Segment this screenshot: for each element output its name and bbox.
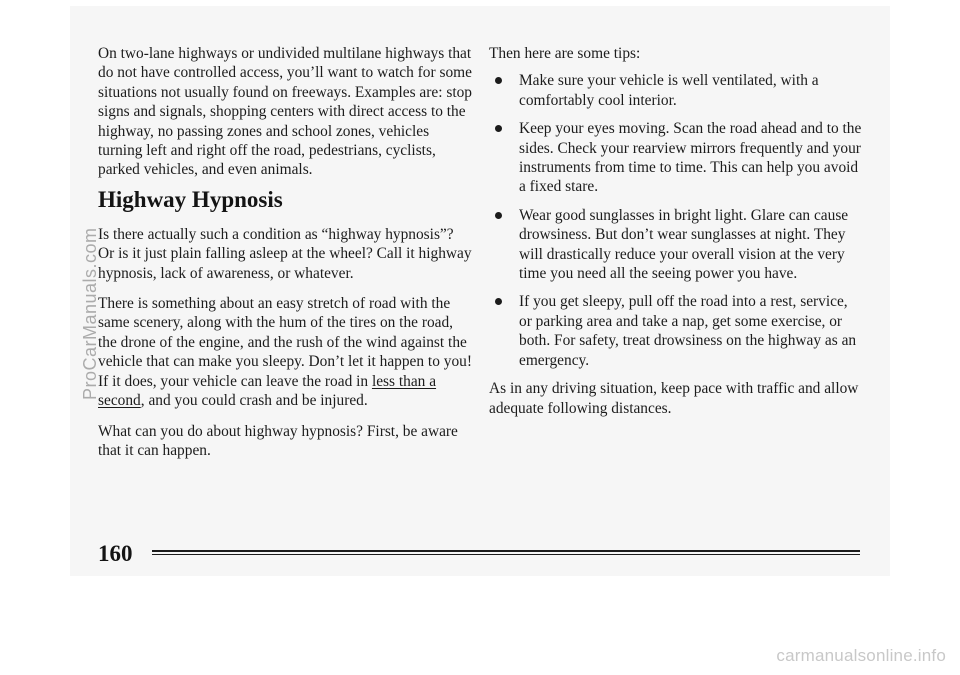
tips-lead-text: Then here are some tips: (489, 45, 641, 62)
left-column (98, 44, 473, 471)
tip-text: If you get sleepy, pull off the road into a rest, service, or parking area and take a nap, get some exercise, or both. For safety, treat drowsiness on the highway as an emergency. (519, 293, 857, 369)
emphasis-underlined-text: less than a second (98, 372, 437, 410)
right-column (489, 44, 864, 429)
bottom-watermark: carmanualsonline.info (776, 646, 946, 665)
hypnosis-description-paragraph (98, 294, 473, 410)
bullet-icon (495, 298, 502, 305)
tip-item (489, 71, 864, 110)
tips-list (489, 71, 864, 370)
hypnosis-text-end: , and you could crash and be injured. (140, 392, 368, 410)
awareness-paragraph: What can you do about highway hypnosis? First, be aware that it can happen. (98, 422, 458, 459)
bullet-icon (495, 77, 502, 84)
side-watermark: ProCarManuals.com (80, 227, 100, 400)
tip-item (489, 119, 864, 197)
tip-text: Keep your eyes moving. Scan the road ahead and to the sides. Check your rearview mirrors frequently and your instruments from time to time. This can help you avoid a fixed stare. (519, 120, 862, 196)
closing-paragraph: As in any driving situation, keep pace with traffic and allow adequate following distances. (489, 380, 859, 417)
bullet-icon (495, 212, 502, 219)
intro-paragraph: On two-lane highways or undivided multilane highways that do not have controlled access, you’ll want to watch for some situations not usually found on freeways. Examples are: stop signs and signals, shopping centers with direct access to the highway, no passing zones and school zones, vehicles turning left and right off the road, pedestrians, cyclists, parked vehicles, and even animals. (98, 45, 473, 179)
tip-item (489, 206, 864, 284)
hypnosis-question-paragraph: Is there actually such a condition as “highway hypnosis”? Or is it just plain falling asleep at the wheel? Call it highway hypnosis, lack of awareness, or whatever. (98, 225, 472, 282)
tip-text: Make sure your vehicle is well ventilated, with a comfortably cool interior. (519, 72, 819, 109)
tip-text: Wear good sunglasses in bright light. Glare can cause drowsiness. But don’t wear sunglasses at night. They will drastically reduce your overall vision at the very time you need all the seeing power you have. (519, 206, 849, 283)
footer-rule (152, 550, 860, 555)
bullet-icon (495, 125, 502, 132)
page-number: 160 (98, 541, 133, 566)
hypnosis-text-start: There is something about an easy stretch of road with the same scenery, along with the hum of the tires on the road, the drone of the engine, and the rush of the wind against the vehicle that can make you sleepy. Don’t let it happen to you! If it does, your vehicle can leave the road in (98, 295, 472, 390)
tip-item (489, 292, 864, 370)
section-heading: Highway Hypnosis (98, 186, 283, 212)
